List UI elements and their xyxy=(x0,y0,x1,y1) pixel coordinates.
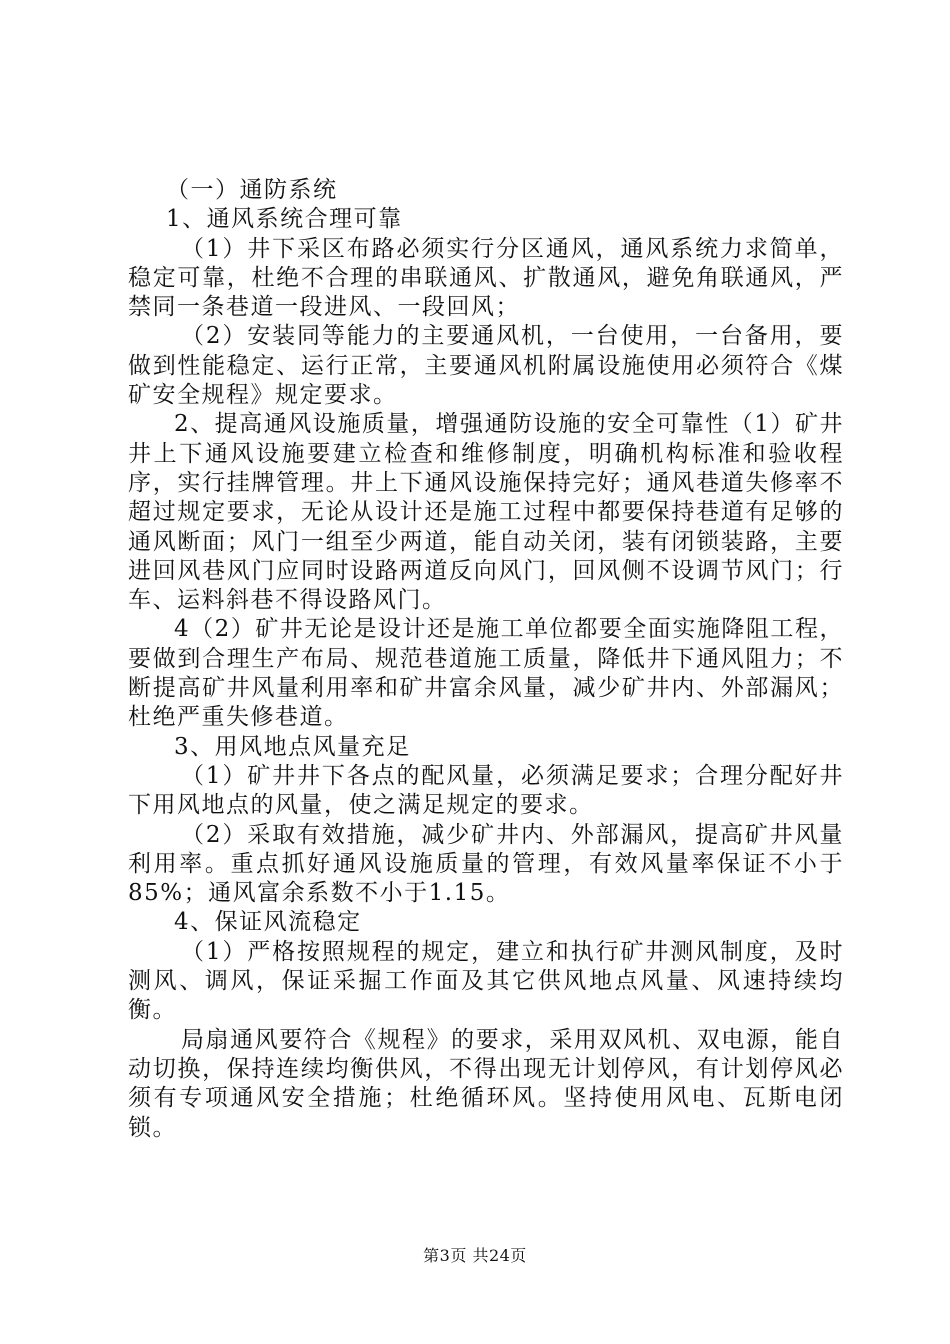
subsection-heading: 1、通风系统合理可靠 xyxy=(166,206,403,233)
paragraph: （1）严格按照规程的规定，建立和执行矿井测风制度，及时测风、调风，保证采掘工作面及其它供风地点风量、风速持续均衡。 xyxy=(128,938,844,1024)
paragraph: （2）采取有效措施，减少矿井内、外部漏风，提高矿井风量利用率。重点抓好通风设施质量的管理，有效风量率保证不小于85%；通风富余系数不小于1.15。 xyxy=(128,821,844,907)
page-footer: 第3页 共24页 xyxy=(423,1246,527,1265)
document-body xyxy=(128,176,844,1143)
paragraph: （2）安装同等能力的主要通风机，一台使用，一台备用，要做到性能稳定、运行正常，主要通风机附属设施使用必须符合《煤矿安全规程》规定要求。 xyxy=(128,323,844,409)
section-heading: （一）通防系统 xyxy=(166,177,338,203)
paragraph: 2、提高通风设施质量，增强通防设施的安全可靠性（1）矿井井上下通风设施要建立检查和维修制度，明确机构标准和验收程序，实行挂牌管理。井上下通风设施保持完好；通风巷道失修率不超过规定要求，无论从设计还是施工过程中都要保持巷道有足够的通风断面；风门一组至少两道，能自动关闭，装有闭锁装路，主要进回风巷风门应同时设路两道反向风门，回风侧不设调节风门；行车、运料斜巷不得设路风门。 xyxy=(128,411,844,614)
paragraph: （1）井下采区布路必须实行分区通风，通风系统力求简单，稳定可靠，杜绝不合理的串联通风、扩散通风，避免角联通风，严禁同一条巷道一段进风、一段回风； xyxy=(128,235,844,321)
subsection-heading: 3、用风地点风量充足 xyxy=(174,733,411,760)
paragraph: （1）矿井井下各点的配风量，必须满足要求；合理分配好井下用风地点的风量，使之满足规定的要求。 xyxy=(128,762,844,819)
subsection-heading: 4、保证风流稳定 xyxy=(174,909,362,936)
paragraph: 4（2）矿井无论是设计还是施工单位都要全面实施降阻工程，要做到合理生产布局、规范巷道施工质量，降低井下通风阻力；不断提高矿井风量利用率和矿井富余风量，减少矿井内、外部漏风；杜绝严重失修巷道。 xyxy=(128,616,844,731)
paragraph: 局扇通风要符合《规程》的要求，采用双风机、双电源，能自动切换，保持连续均衡供风，不得出现无计划停风，有计划停风必须有专项通风安全措施；杜绝循环风。坚持使用风电、瓦斯电闭锁。 xyxy=(128,1026,844,1141)
